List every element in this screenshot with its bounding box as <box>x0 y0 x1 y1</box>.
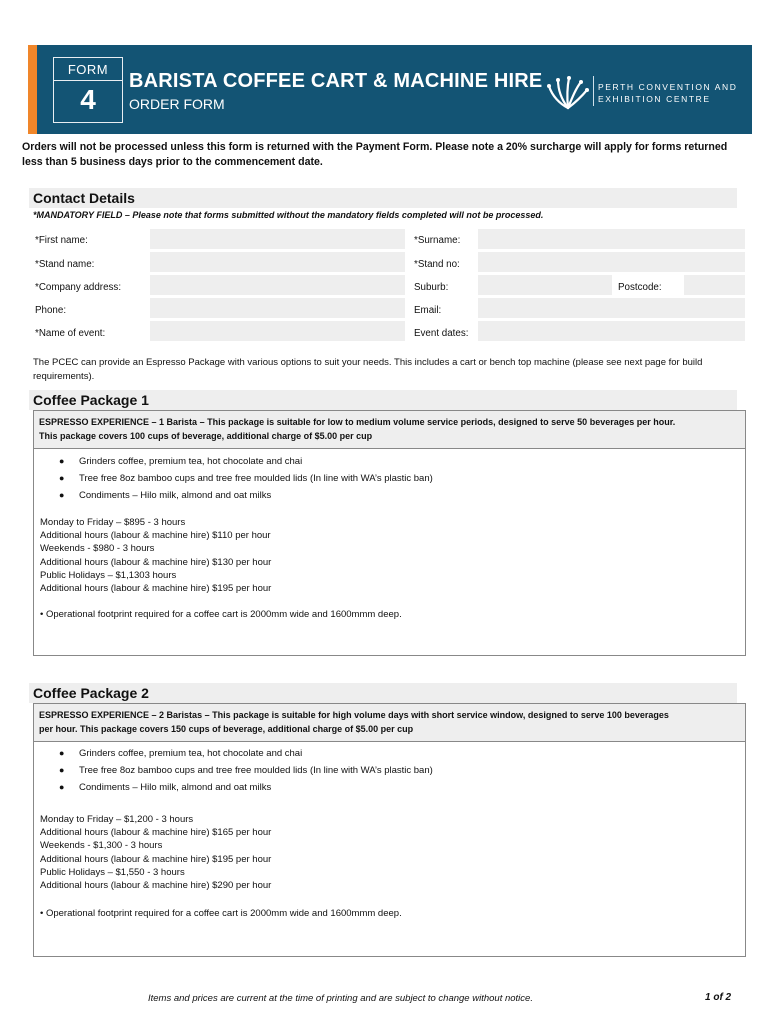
package-1-bullet-3: Condiments – Hilo milk, almond and oat milks <box>79 490 272 501</box>
surname-field[interactable] <box>478 229 745 249</box>
package-2-heading: Coffee Package 2 <box>29 683 737 703</box>
package-1-bullet-1: Grinders coffee, premium tea, hot chocolate and chai <box>79 456 303 467</box>
event-name-label: *Name of event: <box>35 328 106 339</box>
price-line: Public Holidays – $1,1303 hours <box>40 569 177 581</box>
postcode-label: Postcode: <box>618 282 662 293</box>
footer-note: Items and prices are current at the time of printing and are subject to change without notice. <box>148 993 533 1004</box>
logo-text-line1: PERTH CONVENTION AND <box>598 82 738 92</box>
stand-name-field[interactable] <box>150 252 405 272</box>
bullet-icon: ● <box>59 765 65 775</box>
form-number: 4 <box>80 84 96 115</box>
contact-details-heading: Contact Details <box>29 188 737 208</box>
bullet-icon: ● <box>59 456 65 466</box>
package-1-description <box>34 411 745 449</box>
bullet-icon: ● <box>59 473 65 483</box>
company-address-field[interactable] <box>150 275 405 295</box>
package-2-bullet-3: Condiments – Hilo milk, almond and oat milks <box>79 782 272 793</box>
company-address-label: *Company address: <box>35 282 122 293</box>
processing-notice: Orders will not be processed unless this form is returned with the Payment Form. Please note a 20% surcharge will apply for forms returned less than 5 business days prior to the commencement date. <box>22 141 728 168</box>
package-1-prices <box>40 516 271 595</box>
form-label: FORM <box>67 62 109 77</box>
first-name-label: *First name: <box>35 235 88 246</box>
postcode-field[interactable] <box>684 275 745 295</box>
pcec-logo-icon <box>546 74 590 114</box>
package-2-desc-line2: per hour. This package covers 150 cups of beverage, additional charge of $5.00 per cup <box>39 724 414 734</box>
package-2-prices <box>40 813 271 892</box>
suburb-label: Suburb: <box>414 282 449 293</box>
logo-separator <box>593 76 594 106</box>
page-subtitle: ORDER FORM <box>129 96 225 112</box>
first-name-field[interactable] <box>150 229 405 249</box>
phone-field[interactable] <box>150 298 405 318</box>
bullet-icon: ● <box>59 782 65 792</box>
price-line: Monday to Friday – $895 - 3 hours <box>40 517 186 528</box>
email-label: Email: <box>414 305 442 316</box>
event-name-field[interactable] <box>150 321 405 341</box>
event-dates-label: Event dates: <box>414 328 469 339</box>
stand-name-label: *Stand name: <box>35 259 95 270</box>
form-badge-divider <box>53 80 123 81</box>
price-line: Additional hours (labour & machine hire) $165 per hour <box>40 827 272 839</box>
surname-label: *Surname: <box>414 235 461 246</box>
logo-text-line2: EXHIBITION CENTRE <box>598 94 711 104</box>
email-field[interactable] <box>478 298 745 318</box>
bullet-icon: ● <box>59 748 65 758</box>
package-2-desc-line1: ESPRESSO EXPERIENCE – 2 Baristas – This package is suitable for high volume days with short service window, designed to serve 100 beverages <box>39 710 669 720</box>
package-1-heading: Coffee Package 1 <box>29 390 737 410</box>
price-line: Additional hours (labour & machine hire) $110 per hour <box>40 530 271 542</box>
package-1-footprint: • Operational footprint required for a coffee cart is 2000mm wide and 1600mmm deep. <box>40 609 402 620</box>
price-line: Public Holidays – $1,550 - 3 hours <box>40 866 185 878</box>
header-accent-stripe <box>28 45 37 134</box>
price-line: Weekends - $1,300 - 3 hours <box>40 840 163 852</box>
suburb-field[interactable] <box>478 275 612 295</box>
package-1-desc-line1: ESPRESSO EXPERIENCE – 1 Barista – This package is suitable for low to medium volume service periods, designed to serve 50 beverages per hour. <box>39 417 676 427</box>
price-line: Additional hours (labour & machine hire) $290 per hour <box>40 880 272 892</box>
espresso-intro: The PCEC can provide an Espresso Package with various options to suit your needs. This includes a cart or bench top machine (please see next page for build requirements). <box>33 357 703 382</box>
phone-label: Phone: <box>35 305 67 316</box>
package-2-description <box>34 704 745 742</box>
price-line: Additional hours (labour & machine hire) $195 per hour <box>40 583 272 595</box>
stand-no-label: *Stand no: <box>414 259 460 270</box>
package-1-desc-line2: This package covers 100 cups of beverage, additional charge of $5.00 per cup <box>39 431 373 441</box>
bullet-icon: ● <box>59 490 65 500</box>
price-line: Weekends - $980 - 3 hours <box>40 543 155 555</box>
package-2-footprint: • Operational footprint required for a coffee cart is 2000mm wide and 1600mmm deep. <box>40 908 402 919</box>
stand-no-field[interactable] <box>478 252 745 272</box>
package-2-bullet-1: Grinders coffee, premium tea, hot chocolate and chai <box>79 748 303 759</box>
package-1-bullet-2: Tree free 8oz bamboo cups and tree free moulded lids (In line with WA’s plastic ban) <box>79 473 433 484</box>
page-number: 1 of 2 <box>705 992 732 1003</box>
price-line: Additional hours (labour & machine hire) $130 per hour <box>40 556 272 568</box>
mandatory-note: *MANDATORY FIELD – Please note that forms submitted without the mandatory fields completed will not be processed. <box>33 210 544 220</box>
price-line: Monday to Friday – $1,200 - 3 hours <box>40 814 194 825</box>
page-title: BARISTA COFFEE CART & MACHINE HIRE <box>129 70 543 92</box>
event-dates-field[interactable] <box>478 321 745 341</box>
price-line: Additional hours (labour & machine hire) $195 per hour <box>40 853 272 865</box>
package-2-bullet-2: Tree free 8oz bamboo cups and tree free moulded lids (In line with WA’s plastic ban) <box>79 765 433 776</box>
